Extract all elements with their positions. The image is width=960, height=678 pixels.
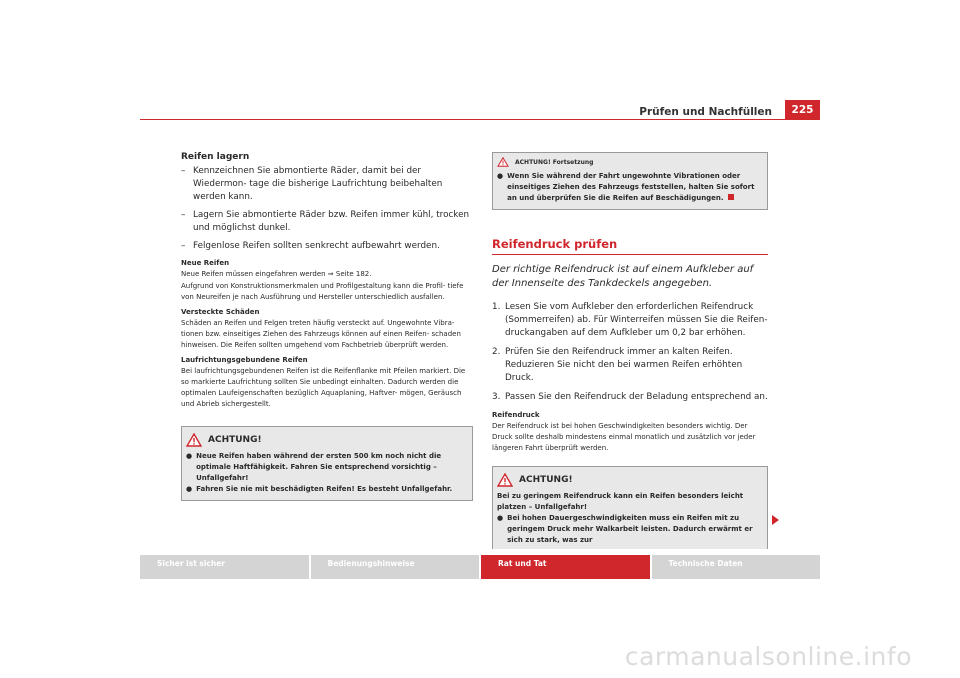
section-end-icon (728, 194, 734, 200)
heading-neue-reifen: Neue Reifen (181, 259, 230, 267)
warning-continued-box (492, 152, 768, 210)
page-number: 225 (785, 100, 820, 119)
bullet-icon: ● (497, 172, 504, 180)
neue-reifen-text-2: Aufgrund von Konstruktionsmerkmalen und Profilgestaltung kann die Profil- tiefe von Neureifen je nach Ausführung und Hersteller unterschiedlich ausfallen. (181, 282, 464, 301)
section-title: Reifendruck prüfen (492, 237, 768, 255)
step-item (492, 391, 768, 404)
warning-title: ACHTUNG! (208, 435, 262, 445)
section-lead: Der richtige Reifendruck ist auf einem Aufkleber auf der Innenseite des Tankdeckels angegeben. (492, 264, 754, 289)
list-item: – Kennzeichnen Sie abmontierte Räder, damit bei der Wiedermon- tage die bisherige Laufrichtung beibehalten werden kann. (181, 165, 474, 204)
warning-triangle-icon (497, 157, 509, 167)
warning-title: ACHTUNG! Fortsetzung (515, 158, 594, 166)
warning-header (497, 473, 763, 487)
left-column (181, 152, 474, 501)
page-reference-link[interactable]: Seite 182. (335, 270, 372, 278)
storage-list (181, 165, 474, 253)
reifendruck-text: Der Reifendruck ist bei hohen Geschwindigkeiten besonders wichtig. Der Druck sollte deshalb mindestens einmal monatlich und zusätzlich vor jeder längeren Fahrt überprüft werden. (492, 422, 756, 452)
watermark: carmanualsonline.info (624, 642, 912, 671)
step-number: 3. (492, 392, 501, 402)
warning-triangle-icon (186, 433, 202, 447)
warning-box (181, 426, 473, 501)
heading-reifendruck: Reifendruck (492, 411, 540, 419)
tab-sicher-ist-sicher[interactable]: Sicher ist sicher (140, 555, 309, 579)
warning-bullet (497, 513, 763, 546)
warning-bullet-text: Bei hohen Dauergeschwindigkeiten muss ein Reifen mit zu geringem Druck mehr Walkarbeit leisten. Dadurch erwärmt er sich zu stark, was zur (507, 514, 753, 544)
warning-body (186, 451, 468, 495)
step-text: Passen Sie den Reifendruck der Beladung entsprechend an. (505, 392, 768, 402)
cross-reference-arrow-icon: ⇒ (327, 270, 334, 278)
step-number: 2. (492, 347, 501, 357)
neue-reifen-text-pre: Neue Reifen müssen eingefahren werden (181, 270, 326, 278)
right-column (492, 152, 768, 549)
warning-body (497, 171, 763, 204)
step-text: Prüfen Sie den Reifendruck immer an kalten Reifen. Reduzieren Sie nicht den bei warmen Reifen erhöhten Druck. (505, 347, 743, 383)
steps-list (492, 301, 768, 404)
list-item: – Felgenlose Reifen sollten senkrecht aufbewahrt werden. (181, 240, 474, 253)
bullet-icon: ● (186, 485, 193, 493)
bullet-icon: ● (497, 514, 504, 522)
warning-bullet (186, 484, 468, 495)
warning-bullet-text: Fahren Sie nie mit beschädigten Reifen! Es besteht Unfallgefahr. (196, 485, 453, 493)
step-text: Lesen Sie vom Aufkleber den erforderlichen Reifendruck (Sommerreifen) ab. Für Winterreifen müssen Sie die Reifen- druckangaben auf dem Aufkleber um 0,2 bar erhöhen. (505, 302, 768, 338)
heading-versteckte-schaeden: Versteckte Schäden (181, 308, 260, 316)
warning-box (492, 466, 768, 549)
warning-bullet (186, 451, 468, 484)
laufrichtung-text: Bei laufrichtungsgebundenen Reifen ist die Reifenflanke mit Pfeilen markiert. Die so markierte Laufrichtung sollten Sie unbedingt einhalten. Dadurch werden die optimalen Laufeigenschaften bezüglich Aquaplaning, Haftver- mögen, Geräusch und Abrieb sichergestellt. (181, 367, 466, 408)
heading-reifen-lagern: Reifen lagern (181, 152, 250, 162)
chapter-title: Prüfen und Nachfüllen (639, 106, 772, 118)
warning-body (497, 491, 763, 546)
warning-bullet (497, 171, 763, 204)
header-divider (140, 119, 820, 120)
heading-laufrichtung: Laufrichtungsgebundene Reifen (181, 356, 308, 364)
warning-triangle-icon (497, 473, 513, 487)
warning-line: Bei zu geringem Reifendruck kann ein Reifen besonders leicht platzen – Unfallgefahr! (497, 492, 744, 511)
tab-bedienungshinweise[interactable]: Bedienungshinweise (311, 555, 480, 579)
step-item (492, 301, 768, 340)
warning-bullet-text: Neue Reifen haben während der ersten 500 km noch nicht die optimale Haftfähigkeit. Fahren Sie entsprechend vorsichtig – Unfallgefahr! (196, 452, 442, 482)
warning-bullet-text (507, 171, 763, 204)
bullet-icon: ● (186, 452, 193, 460)
versteckte-schaeden-text: Schäden an Reifen und Felgen treten häufig versteckt auf. Ungewohnte Vibra- tionen bzw. einseitiges Ziehen des Fahrzeugs können auf einen Reifen- schaden hinweisen. Die Reifen sollten umgehend vom Fachbetrieb überprüft werden. (181, 319, 461, 349)
footer-tabs (140, 555, 820, 579)
tab-rat-und-tat[interactable]: Rat und Tat (481, 555, 650, 579)
warning-header (497, 157, 763, 167)
step-number: 1. (492, 302, 501, 312)
warning-title: ACHTUNG! (519, 475, 573, 485)
continue-arrow-icon (772, 515, 779, 525)
step-item (492, 346, 768, 385)
neue-reifen-text (181, 269, 474, 280)
list-item: – Lagern Sie abmontierte Räder bzw. Reifen immer kühl, trocken und möglichst dunkel. (181, 209, 474, 235)
tab-technische-daten[interactable]: Technische Daten (652, 555, 821, 579)
warning-bullet-text-content: Wenn Sie während der Fahrt ungewohnte Vibrationen oder einseitiges Ziehen des Fahrzeugs feststellen, halten Sie sofort an und überprüfen Sie die Reifen auf Beschädigungen. (507, 172, 755, 202)
warning-header (186, 433, 468, 447)
